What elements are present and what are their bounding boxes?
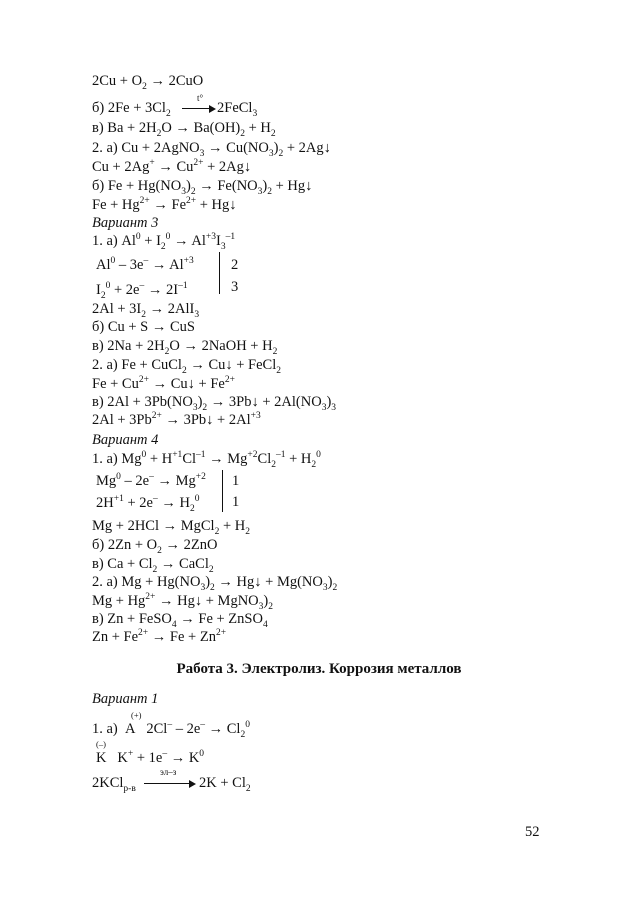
variant-1-heading: Вариант 1 bbox=[92, 691, 159, 707]
line-28: в) Zn + FeSO$_4$ → Fe + ZnSO$_4$ bbox=[92, 611, 268, 630]
line-16: $Fe + Cu^{2+}$ → Cu↓ + $Fe^{2+}$ bbox=[92, 375, 235, 392]
section-title: Работа 3. Электролиз. Коррозия металлов bbox=[176, 661, 462, 677]
line-09: 1. а) $Al^0 + I_2^0 \to Al^{+3}I_3^{-1}$ bbox=[92, 232, 236, 252]
balance-bar-2 bbox=[222, 470, 223, 512]
anode-sign: (+) bbox=[131, 710, 142, 720]
half-reaction-al: $Al^0 - 3e^- \to Al^{+3}$ bbox=[96, 256, 194, 273]
line-18: $2Al + 3Pb^{2+}$ → 3Pb↓ + $2Al^{+3}$ bbox=[92, 411, 261, 428]
line-23: Mg + 2HCl → MgCl$_2$ + $H_2$ bbox=[92, 518, 250, 537]
electrolysis-arrow bbox=[144, 783, 194, 784]
coef-mg: 1 bbox=[232, 473, 240, 489]
variant-4-heading: Вариант 4 bbox=[92, 432, 159, 448]
coef-i: 3 bbox=[231, 279, 239, 295]
line-17: в) $2Al + 3Pb(NO_3)_2$ → 3Pb↓ + $2Al(NO_3)_3$ bbox=[92, 394, 337, 413]
line-24: б) $2Zn + O_2 \to 2ZnO$ bbox=[92, 537, 218, 556]
line-20: 1. а) $Mg^0 + H^{+1}Cl^{-1} \to Mg^{+2}Cl_2^{-1} + H_2^0$ bbox=[92, 450, 321, 470]
line-07: $Fe + Hg^{2+} \to Fe^{2+}$ + Hg↓ bbox=[92, 196, 237, 213]
electrolysis-label: эл–з bbox=[160, 767, 177, 777]
line-15: 2. а) Fe + CuCl$_2$ → Cu↓ + FeCl$_2$ bbox=[92, 357, 282, 376]
line-03: в) $Ba + 2H_2O \to Ba(OH)_2 + H_2$ bbox=[92, 120, 276, 139]
line-02-product: 2FeCl$_3$ bbox=[217, 100, 258, 119]
half-reaction-i: $I_2^0 + 2e^- \to 2I^{-1}$ bbox=[96, 281, 188, 301]
coef-al: 2 bbox=[231, 257, 239, 273]
cathode-sign: (–) bbox=[96, 739, 106, 749]
line-25: в) $Ca + Cl_2$ → CaCl$_2$ bbox=[92, 556, 214, 575]
line-02: б) $2Fe + 3Cl_2$ bbox=[92, 100, 171, 119]
line-13: б) Cu + S → CuS bbox=[92, 319, 195, 335]
line-05: $Cu + 2Ag^+ \to Cu^{2+}$ + 2Ag↓ bbox=[92, 158, 252, 175]
line-34: 2KCl$_{р-в}$ bbox=[92, 775, 136, 794]
line-01: $2Cu + O_2 \to 2CuO$ bbox=[92, 73, 204, 92]
line-04: 2. а) Cu + 2AgNO$_3$ → $Cu(NO_3)_2$ + 2Ag↓ bbox=[92, 140, 331, 159]
line-27: $Mg + Hg^{2+}$ → Hg↓ + $MgNO_3)_2$ bbox=[92, 592, 273, 612]
half-reaction-h: $2H^{+1} + 2e^- \to H_2^0$ bbox=[96, 494, 200, 514]
heat-label: t° bbox=[197, 93, 204, 103]
line-29: $Zn + Fe^{2+} \to Fe + Zn^{2+}$ bbox=[92, 628, 227, 645]
line-14: в) $2Na + 2H_2O$ → 2NaOH + $H_2$ bbox=[92, 338, 278, 357]
coef-h: 1 bbox=[232, 494, 240, 510]
balance-bar-1 bbox=[219, 252, 220, 294]
heat-arrow bbox=[182, 108, 214, 109]
line-33: K $K^+ + 1e^- \to K^0$ bbox=[96, 749, 205, 766]
page-number: 52 bbox=[525, 824, 540, 840]
line-06: б) $Fe + Hg(NO_3)_2 \to Fe(NO_3)_2$ + Hg↓ bbox=[92, 178, 313, 197]
line-34-products: $2K + Cl_2$ bbox=[199, 775, 251, 794]
line-12: $2Al + 3I_2 \to 2AlI_3$ bbox=[92, 301, 200, 320]
half-reaction-mg: $Mg^0 - 2e^- \to Mg^{+2}$ bbox=[96, 472, 206, 489]
variant-3-heading: Вариант 3 bbox=[92, 215, 159, 231]
line-26: 2. а) $Mg + Hg(NO_3)_2$ → Hg↓ + $Mg(NO_3)_2$ bbox=[92, 574, 338, 593]
line-32: 1. а) A $2Cl^- - 2e^- \to Cl_2^0$ bbox=[92, 720, 250, 740]
